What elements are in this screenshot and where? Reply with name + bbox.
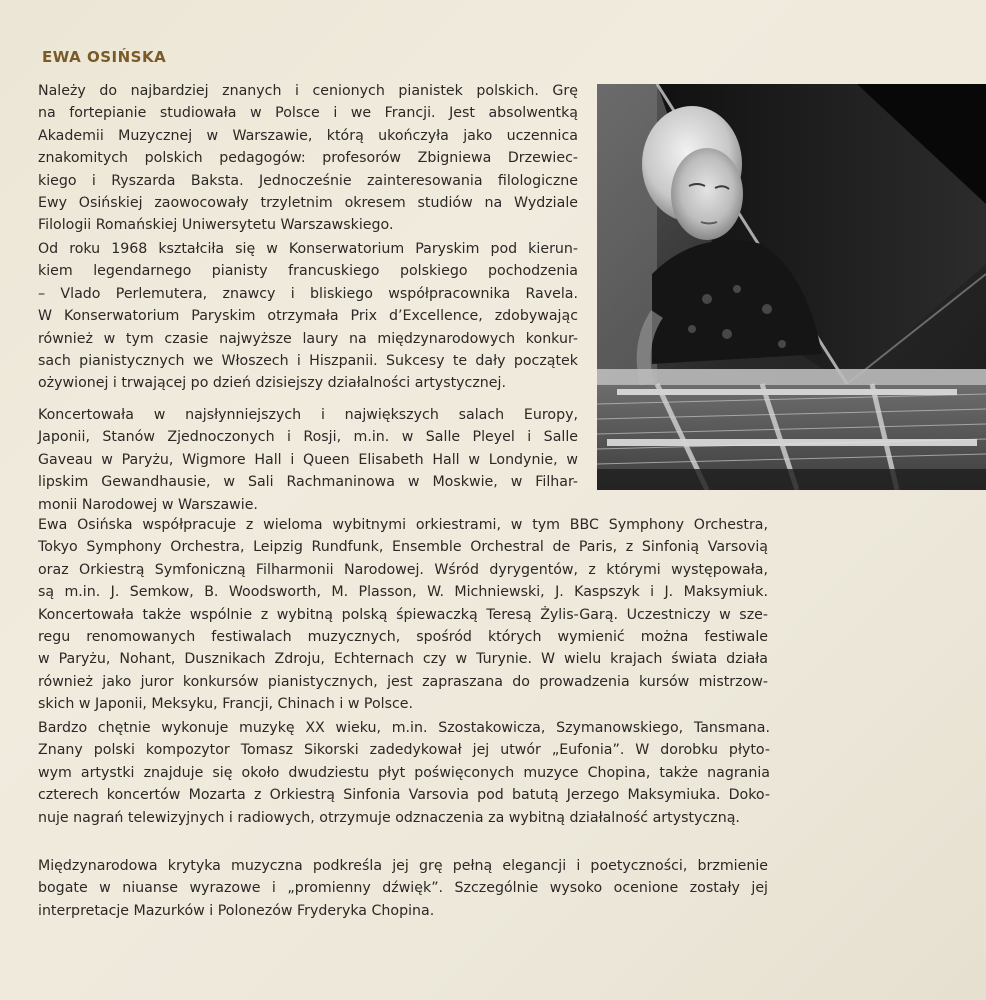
paragraph-critics [38,855,768,922]
text-line: kiego i Ryszarda Baksta. Jednocześnie zainteresowania filologiczne [38,172,578,189]
text-line: są m.in. J. Semkow, B. Woodsworth, M. Plasson, W. Michniewski, J. Kaspszyk i J. Maksymiuk. [38,584,768,601]
text-line: regu renomowanych festiwalach muzycznych, spośród których wymienić można festiwale [38,629,768,646]
text-line: lipskim Gewandhausie, w Sali Rachmaninowa w Moskwie, w Filhar- [38,474,578,491]
text-line: Znany polski kompozytor Tomasz Sikorski zadedykował jej utwór „Eufonia”. W dorobku płyto- [38,742,770,759]
page-title: EWA OSIŃSKA [42,48,167,66]
text-line: w Paryżu, Nohant, Dusznikach Zdroju, Echternach czy w Turynie. W wielu krajach świata działa [38,651,768,668]
text-line: Koncertowała także wspólnie z wybitną polską śpiewaczką Teresą Żylis-Garą. Uczestniczy w sze- [38,606,768,623]
text-line: również w tym czasie najwyższe laury na międzynarodowych konkur- [38,330,578,347]
text-line: Należy do najbardziej znanych i cenionych pianistek polskich. Grę [38,83,578,99]
text-line: również jako juror konkursów pianistycznych, jest zapraszana do prowadzenia kursów mistrzow- [38,673,768,690]
text-line: znakomitych polskich pedagogów: profesorów Zbigniewa Drzewiec- [38,150,578,167]
text-line: Ewy Osińskiej zaowocowały trzyletnim okresem studiów na Wydziale [38,195,578,212]
text-line: Akademii Muzycznej w Warszawie, którą ukończyła jako uczennica [38,127,578,144]
paragraph-concert-halls [38,404,578,516]
paragraph-paris-studies [38,238,578,395]
text-line: interpretacje Mazurków i Polonezów Fryderyka Chopina. [38,902,435,919]
paragraph-orchestras [38,514,768,716]
text-line: na fortepianie studiowała w Polsce i we Francji. Jest absolwentką [38,105,578,122]
text-line: oraz Orkiestrą Symfoniczną Filharmonii Narodowej. Wśród dyrygentów, z którymi występowała, [38,561,768,578]
text-line: Międzynarodowa krytyka muzyczna podkreśla jej grę pełną elegancji i poetyczności, brzmienie [38,858,768,874]
text-line: Gaveau w Paryżu, Wigmore Hall i Queen Elisabeth Hall w Londynie, w [38,451,578,468]
pianist-photo-icon [597,84,986,490]
text-line: skich w Japonii, Meksyku, Francji, Chinach i w Polsce. [38,696,414,713]
text-line: Filologii Romańskiej Uniwersytetu Warszawskiego. [38,217,394,234]
text-line: Ewa Osińska współpracuje z wieloma wybitnymi orkiestrami, w tym BBC Symphony Orchestra, [38,517,768,533]
text-line: Od roku 1968 kształciła się w Konserwatorium Paryskim pod kierun- [38,241,578,257]
text-line: Koncertowała w najsłynniejszych i największych salach Europy, [38,407,578,423]
text-line: sach pianistycznych we Włoszech i Hiszpanii. Sukcesy te dały początek [38,353,578,370]
text-line: Bardzo chętnie wykonuje muzykę XX wieku, m.in. Szostakowicza, Szymanowskiego, Tansmana. [38,720,770,736]
pianist-photo [597,84,986,490]
paragraph-repertoire [38,717,770,829]
text-line: Japonii, Stanów Zjednoczonych i Rosji, m.in. w Salle Pleyel i Salle [38,429,578,446]
text-line: Tokyo Symphony Orchestra, Leipzig Rundfunk, Ensemble Orchestral de Paris, z Sinfonią Varsovią [38,539,768,556]
text-line: bogate w niuanse wyrazowe i „promienny dźwięk”. Szczególnie wysoko ocenione zostały jej [38,880,768,897]
text-line: wym artystki znajduje się około dwudziestu płyt poświęconych muzyce Chopina, także nagrania [38,764,770,781]
text-line: monii Narodowej w Warszawie. [38,496,258,513]
text-line: nuje nagrań telewizyjnych i radiowych, otrzymuje odznaczenia za wybitną działalność artystyczną. [38,809,740,826]
text-line: ożywionej i trwającej po dzień dzisiejszy działalności artystycznej. [38,375,506,392]
text-line: – Vlado Perlemutera, znawcy i bliskiego współpracownika Ravela. [38,285,578,302]
text-line: kiem legendarnego pianisty francuskiego polskiego pochodzenia [38,263,578,280]
paragraph-biography-intro [38,80,578,237]
text-line: W Konserwatorium Paryskim otrzymała Prix d’Excellence, zdobywając [38,308,578,325]
text-line: czterech koncertów Mozarta z Orkiestrą Sinfonia Varsovia pod batutą Jerzego Maksymiuka. Doko- [38,787,770,804]
